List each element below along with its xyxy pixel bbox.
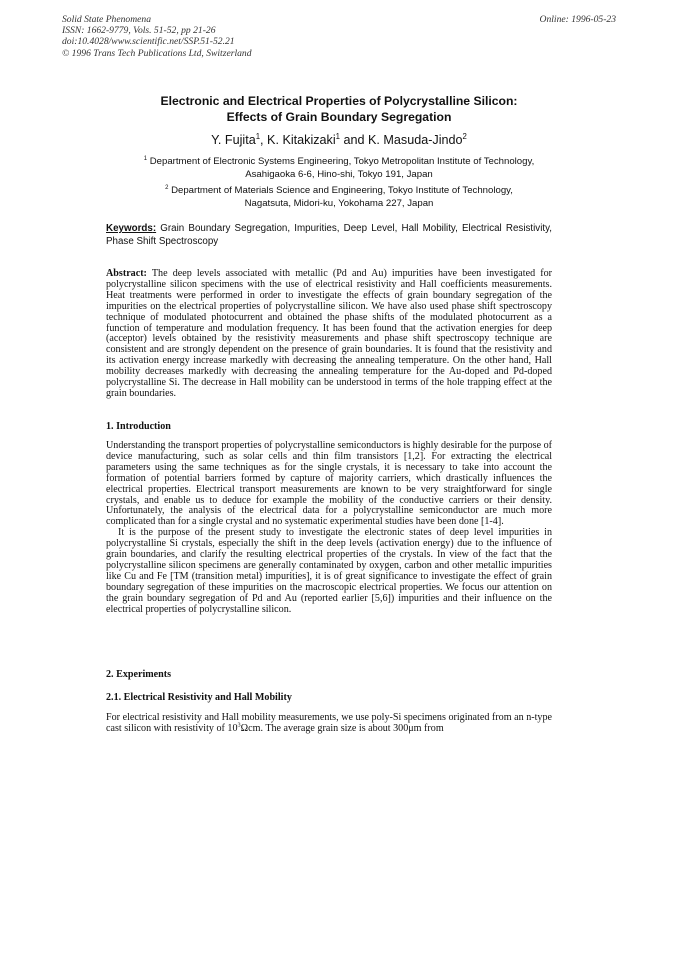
- keywords-label: Keywords: [106, 223, 153, 234]
- author-separator: ,: [260, 133, 268, 147]
- keywords-text: Grain Boundary Segregation, Impurities, Deep Level, Hall Mobility, Electrical Resistivity, Phase Shift Spectroscopy: [106, 223, 552, 248]
- author-affiliation-mark: 1: [255, 131, 261, 141]
- issn-line: ISSN: 1662-9779, Vols. 51-52, pp 21-26: [62, 25, 216, 37]
- experiments-text-part-2: Ωcm. The average grain size is about 300μm from: [240, 722, 444, 734]
- affiliation-1: [110, 155, 568, 181]
- affiliation-number: 1: [143, 155, 148, 162]
- introduction-body: [106, 441, 552, 616]
- citation-block: [62, 14, 252, 59]
- abstract-label: Abstract:: [106, 268, 147, 279]
- paper-title: [100, 94, 578, 125]
- author-affiliation-mark: 2: [462, 131, 467, 141]
- abstract-text: The deep levels associated with metallic (Pd and Au) impurities have been investigated for polycrystalline silicon specimens with the use of electrical resistivity and Hall coefficients measurements. Heat treatments were performed in order to investigate the effects of grain boundary segregation of the impurities on the electrical properties of polycrystalline silicon. We have also used phase shift spectroscopy technique of modulated photocurrent and obtained the phase shifts of the modulated photocurrent as a function of temperature and modulation frequency. It has been found that the activation energies for deep (acceptor) levels obtained by the resistivity measurements and phase shift spectroscopy technique are consistent and are strongly dependent on the presence of grain boundaries. It is found that the resistivity and its activation energy increase markedly with decreasing the annealing temperature. On the other hand, Hall mobility decreases markedly with decreasing the annealing temperature for the Au-doped and Pd-doped polycrystalline Si. The decrease in Hall mobility can be understood in terms of the hole trapping effect at the grain boundaries.: [106, 268, 552, 399]
- affiliation-line: Asahigaoka 6-6, Hino-shi, Tokyo 191, Japan: [245, 169, 433, 180]
- keywords-block: Keywords: Grain Boundary Segregation, Impurities, Deep Level, Hall Mobility, Electrical Resistivity, Phase Shift Spectroscopy: [106, 223, 552, 248]
- affiliation-line: Nagatsuta, Midori-ku, Yokohama 227, Japan: [244, 198, 434, 209]
- experiments-text-part-1: For electrical resistivity and Hall mobility measurements, we use poly-Si specimens originated from an n-type cast silicon with resistivity of 10: [106, 712, 552, 734]
- exponent: 3: [237, 721, 241, 729]
- introduction-paragraph-2: It is the purpose of the present study to investigate the electronic states of deep level impurities in polycrystalline Si crystals, especially the shift in the deep levels (activation energy) due to the influence of grain boundaries, and clarify the resulting electrical properties of the crystals. In view of the fact that the polycrystalline silicon specimens are generally contaminated by oxygen, carbon and other metallic impurities like Cu and Fe [TM (transition metal) impurities], it is of great significance to investigate the effect of grain boundary segregation of these impurities on the macroscopic electrical properties. We focus our attention on the grain boundary segregation of Pd and Au (reported earlier [5,6]) impurities and their influence on the electrical properties of polycrystalline silicon.: [106, 527, 552, 615]
- introduction-paragraph-1: Understanding the transport properties of polycrystalline semiconductors is highly desirable for the purpose of device manufacturing, such as solar cells and thin film transistors [1,2]. For extracting the electrical parameters using the same techniques as for the single crystals, it is necessary to take into account the formation of potential barriers formed by capture of majority carriers, which drastically influences the electrical properties. Electrical transport measurements are known to be very straightforward for single crystals, and enable us to deduce for example the mobility of the conductive carriers or their density. Unfortunately, the analysis of the electrical data for a polycrystalline semiconductor are much more complicated than for a single crystal and no systematic experimental studies have been done [1-4].: [106, 440, 552, 528]
- title-line-1: Electronic and Electrical Properties of Polycrystalline Silicon:: [160, 94, 518, 108]
- author-list: [100, 133, 578, 147]
- online-date: Online: 1996-05-23: [539, 14, 616, 25]
- subsection-heading: 2.1. Electrical Resistivity and Hall Mobility: [106, 692, 292, 703]
- section-heading-experiments: 2. Experiments: [106, 669, 172, 680]
- abstract-block: [106, 269, 552, 400]
- affiliation-line: Department of Electronic Systems Engineering, Tokyo Metropolitan Institute of Technology,: [149, 156, 535, 167]
- affiliation-2: [110, 184, 568, 210]
- journal-name: Solid State Phenomena: [62, 14, 151, 25]
- author-affiliation-mark: 1: [335, 131, 340, 141]
- doi-line: doi:10.4028/www.scientific.net/SSP.51-52.21: [62, 36, 235, 48]
- title-line-2: Effects of Grain Boundary Segregation: [226, 109, 452, 124]
- copyright-line: © 1996 Trans Tech Publications Ltd, Switzerland: [62, 47, 252, 59]
- author-separator: and: [339, 133, 368, 147]
- experiments-paragraph: [106, 713, 552, 735]
- author-name: K. Masuda-Jindo: [368, 133, 463, 147]
- affiliation-line: Department of Materials Science and Engineering, Tokyo Institute of Technology,: [171, 185, 513, 196]
- affiliation-number: 2: [165, 184, 169, 191]
- section-heading-introduction: 1. Introduction: [106, 421, 171, 432]
- author-name: Y. Fujita: [211, 133, 256, 147]
- author-name: K. Kitakizaki: [267, 133, 336, 147]
